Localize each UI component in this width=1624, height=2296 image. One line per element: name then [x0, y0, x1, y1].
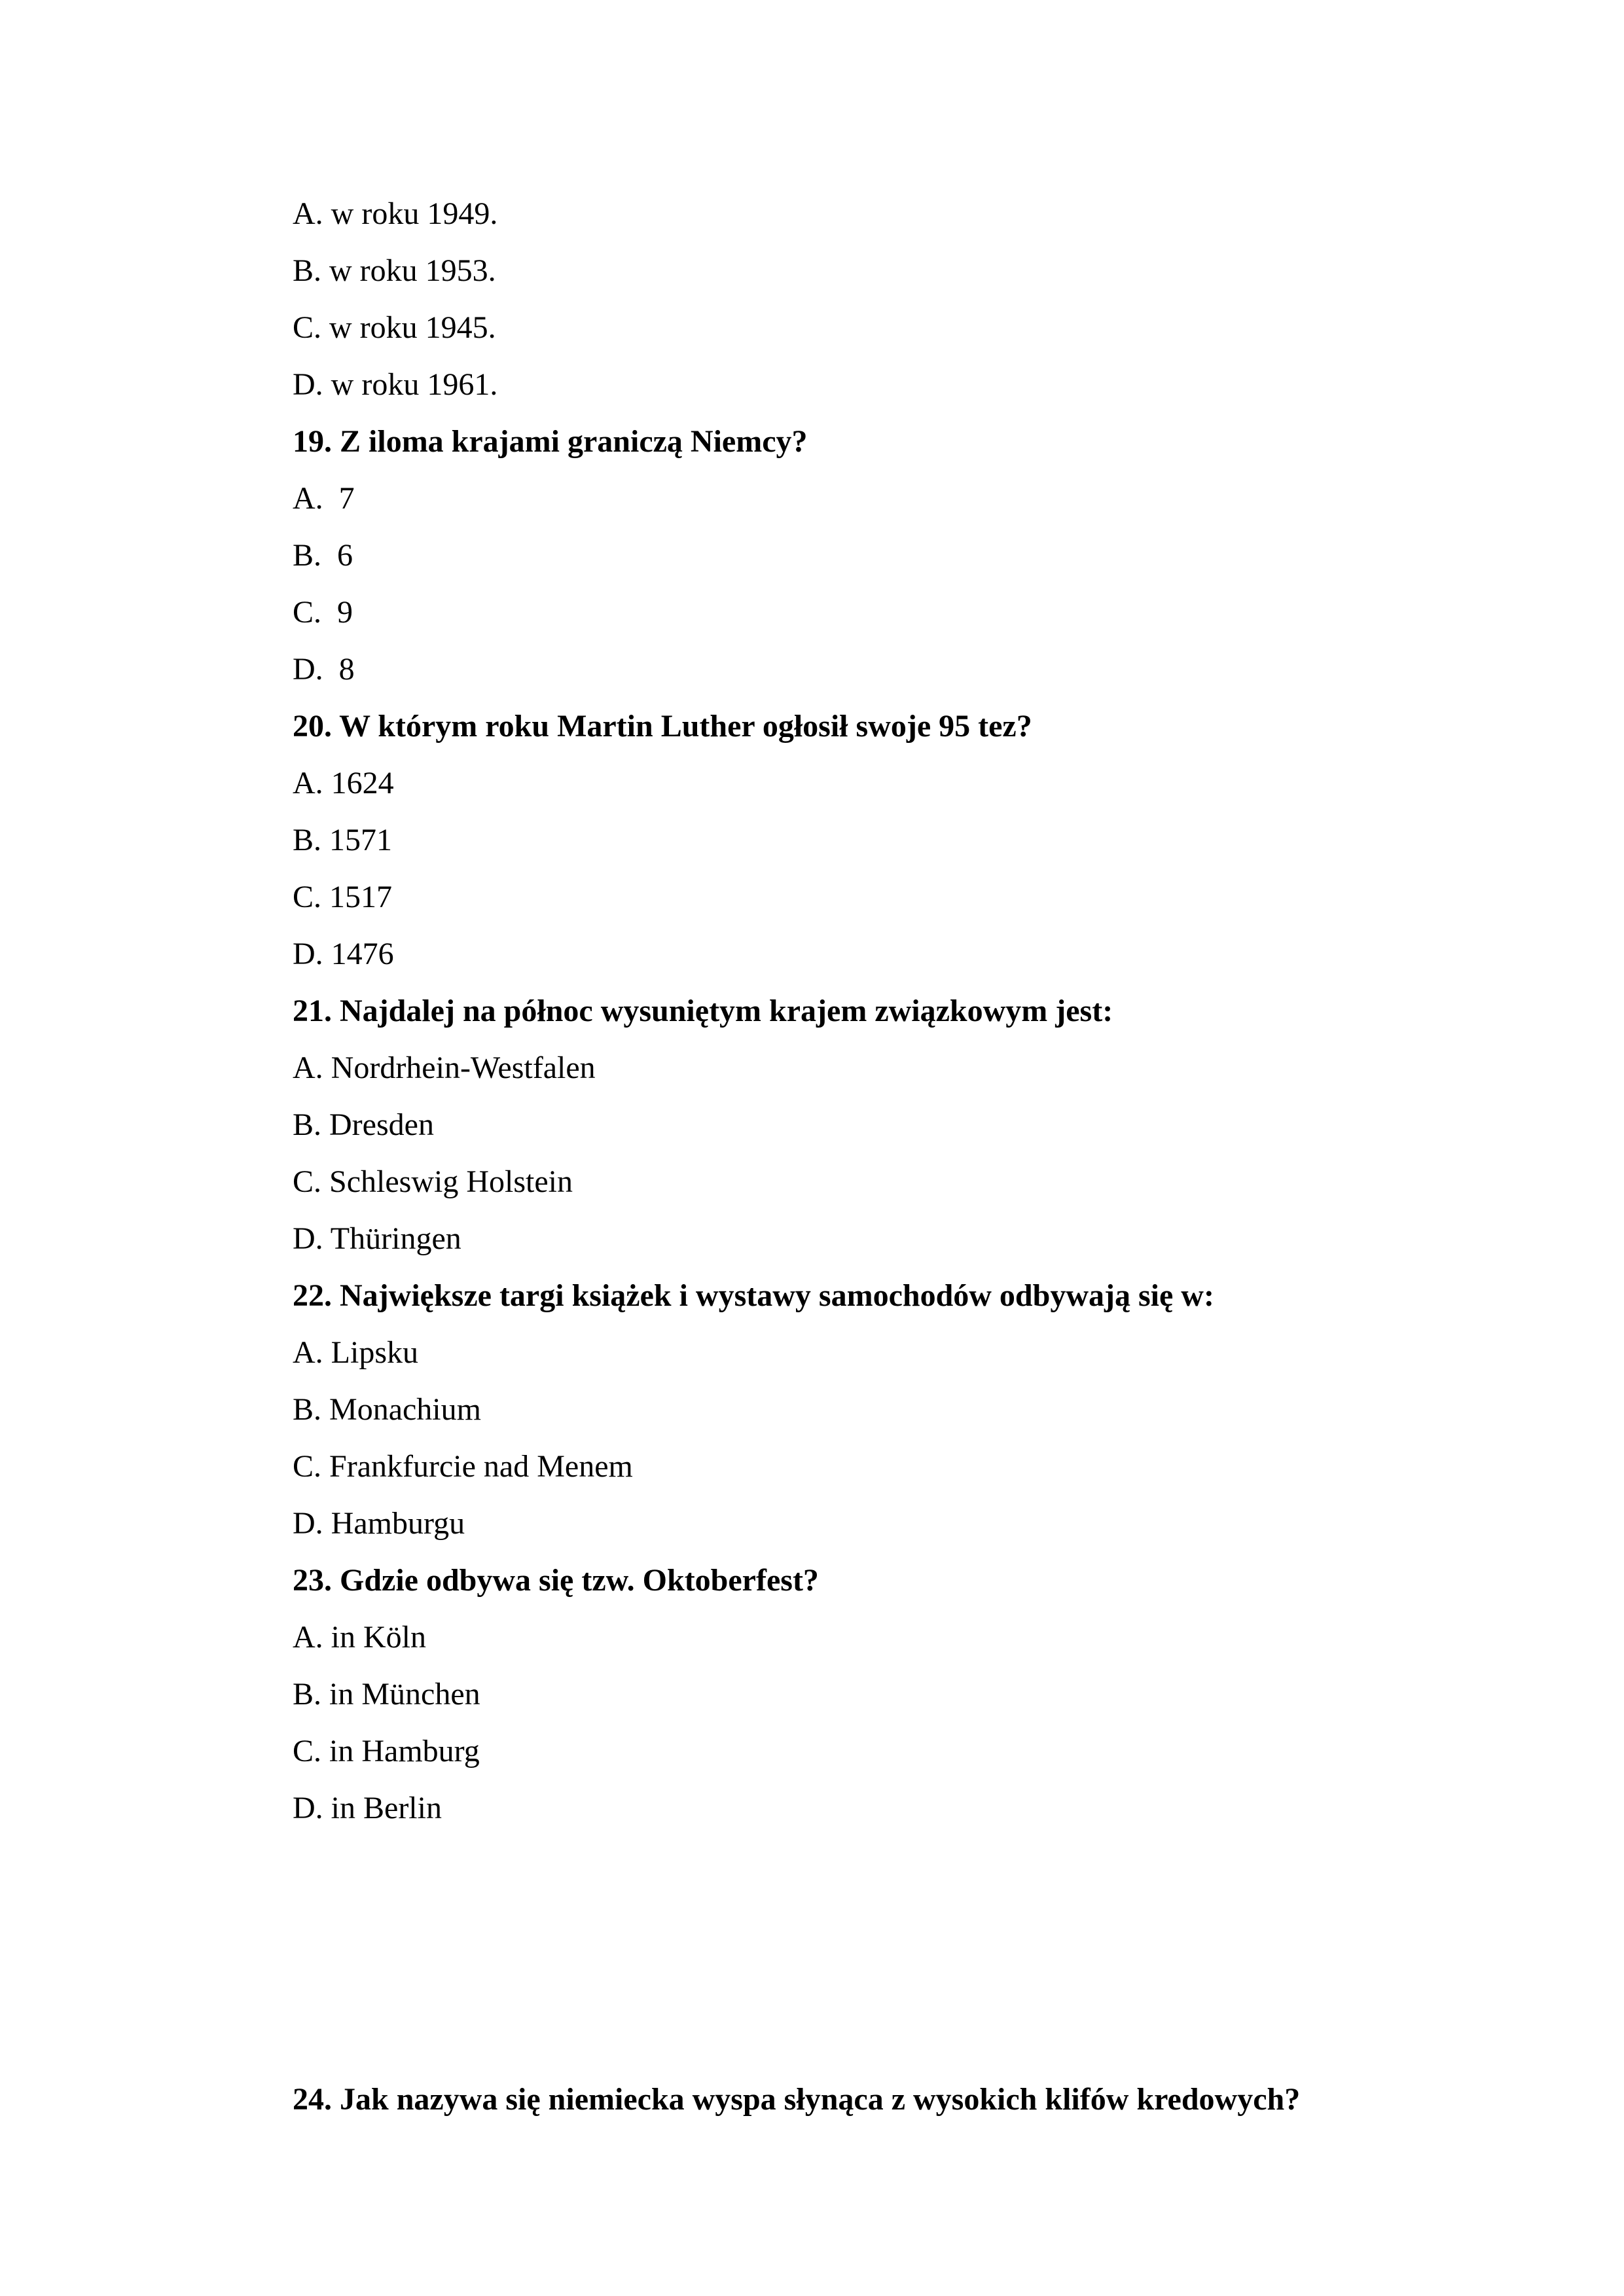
answer-option: B. 6 — [293, 538, 353, 573]
answer-option: A. Lipsku — [293, 1335, 418, 1370]
answer-option: B. Monachium — [293, 1392, 481, 1427]
answer-option: A. Nordrhein-Westfalen — [293, 1050, 596, 1085]
question-19: 19. Z iloma krajami graniczą Niemcy? — [293, 424, 808, 459]
answer-option: B. w roku 1953. — [293, 253, 496, 288]
question-23: 23. Gdzie odbywa się tzw. Oktoberfest? — [293, 1563, 819, 1598]
answer-option: C. 9 — [293, 595, 353, 630]
answer-option: D. 8 — [293, 652, 355, 687]
question-21: 21. Najdalej na północ wysuniętym krajem związkowym jest: — [293, 994, 1113, 1028]
question-24: 24. Jak nazywa się niemiecka wyspa słynąca z wysokich klifów kredowych? — [293, 2082, 1301, 2117]
answer-option: A. in Köln — [293, 1620, 426, 1655]
answer-option: D. 1476 — [293, 937, 394, 971]
question-20: 20. W którym roku Martin Luther ogłosił swoje 95 tez? — [293, 709, 1032, 744]
answer-option: C. Frankfurcie nad Menem — [293, 1449, 633, 1484]
answer-option: C. w roku 1945. — [293, 310, 496, 345]
answer-option: A. 1624 — [293, 766, 394, 800]
answer-option: D. Hamburgu — [293, 1506, 465, 1541]
answer-option: A. w roku 1949. — [293, 196, 498, 231]
answer-option: B. in München — [293, 1677, 480, 1712]
answer-option: A. 7 — [293, 481, 355, 516]
answer-option: B. 1571 — [293, 823, 393, 857]
answer-option: B. Dresden — [293, 1107, 434, 1142]
answer-option: D. w roku 1961. — [293, 367, 498, 402]
answer-option: C. Schleswig Holstein — [293, 1164, 573, 1199]
answer-option: C. in Hamburg — [293, 1734, 480, 1768]
question-22: 22. Największe targi książek i wystawy samochodów odbywają się w: — [293, 1278, 1214, 1313]
answer-option: D. in Berlin — [293, 1791, 442, 1825]
answer-option: C. 1517 — [293, 880, 393, 914]
answer-option: D. Thüringen — [293, 1221, 461, 1256]
